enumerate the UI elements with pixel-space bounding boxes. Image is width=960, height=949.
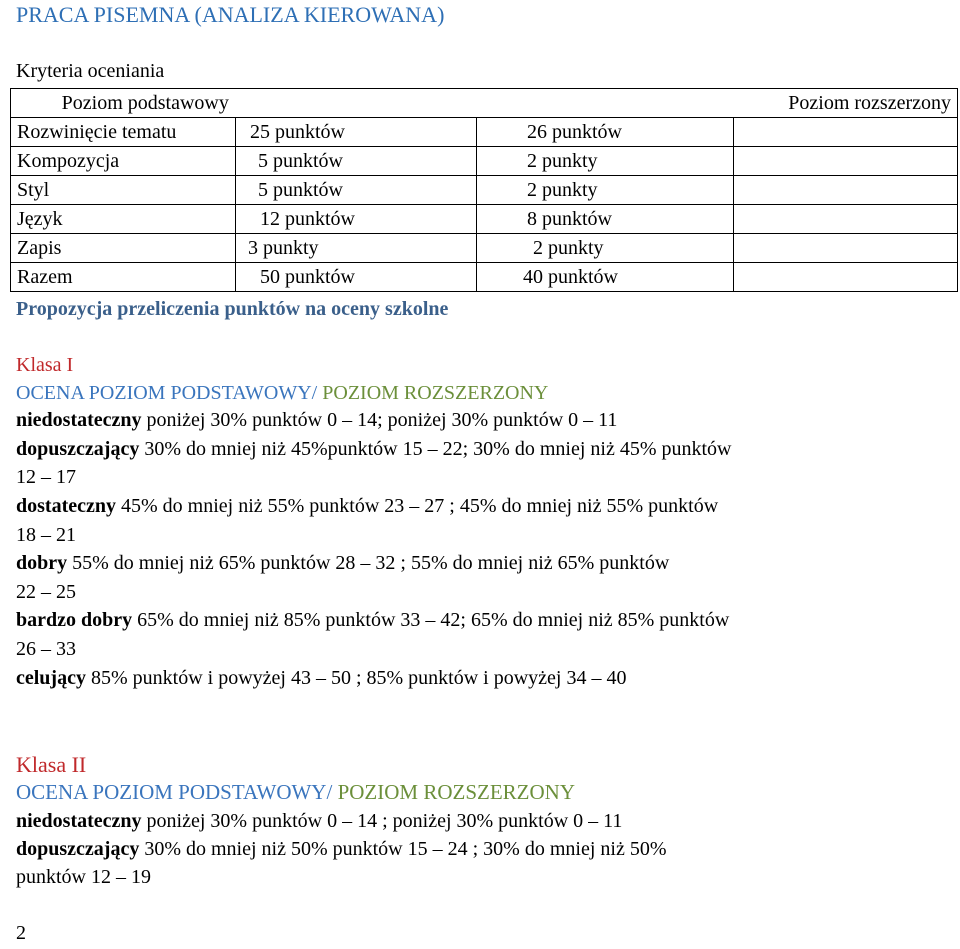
grade-line: dopuszczający 30% do mniej niż 50% punktów 15 – 24 ; 30% do mniej niż 50% xyxy=(16,838,667,860)
page-number: 2 xyxy=(16,922,26,944)
header-extended: Poziom rozszerzony xyxy=(734,89,958,118)
grade-line: dostateczny 45% do mniej niż 55% punktów 23 – 27 ; 45% do mniej niż 55% punktów xyxy=(16,495,719,517)
class2-heading: Klasa II xyxy=(16,752,87,777)
table-row: Kompozycja 5 punktów 2 punkty xyxy=(11,147,958,176)
proposal-heading: Propozycja przeliczenia punktów na oceny szkolne xyxy=(16,298,449,320)
class2-subheading: OCENA POZIOM PODSTAWOWY/ POZIOM ROZSZERZONY xyxy=(16,780,575,804)
criteria-label: Kryteria oceniania xyxy=(16,60,165,82)
grade-line: dopuszczający 30% do mniej niż 45%punktów 15 – 22; 30% do mniej niż 45% punktów xyxy=(16,438,732,460)
grade-line-cont: punktów 12 – 19 xyxy=(16,866,151,888)
grade-line: niedostateczny poniżej 30% punktów 0 – 14 ; poniżej 30% punktów 0 – 11 xyxy=(16,810,623,832)
class1-subheading: OCENA POZIOM PODSTAWOWY/ POZIOM ROZSZERZONY xyxy=(16,382,549,404)
table-row: Język 12 punktów 8 punktów xyxy=(11,205,958,234)
grade-line: celujący 85% punktów i powyżej 43 – 50 ; 85% punktów i powyżej 34 – 40 xyxy=(16,667,627,689)
criteria-table xyxy=(10,88,958,292)
header-basic: Poziom podstawowy xyxy=(61,92,229,114)
grade-line-cont: 22 – 25 xyxy=(16,581,76,603)
page-title: PRACA PISEMNA (ANALIZA KIEROWANA) xyxy=(16,2,445,27)
table-row: Zapis 3 punkty 2 punkty xyxy=(11,234,958,263)
table-row: Razem 50 punktów 40 punktów xyxy=(11,263,958,292)
table-row: Styl 5 punktów 2 punkty xyxy=(11,176,958,205)
table-header-row xyxy=(11,89,958,118)
grade-line-cont: 18 – 21 xyxy=(16,524,76,546)
class1-heading: Klasa I xyxy=(16,354,74,376)
grade-line-cont: 26 – 33 xyxy=(16,638,76,660)
grade-line: dobry 55% do mniej niż 65% punktów 28 – 32 ; 55% do mniej niż 65% punktów xyxy=(16,552,670,574)
table-row: Rozwinięcie tematu 25 punktów 26 punktów xyxy=(11,118,958,147)
grade-line: niedostateczny poniżej 30% punktów 0 – 14; poniżej 30% punktów 0 – 11 xyxy=(16,409,618,431)
grade-line-cont: 12 – 17 xyxy=(16,466,76,488)
grade-line: bardzo dobry 65% do mniej niż 85% punktów 33 – 42; 65% do mniej niż 85% punktów xyxy=(16,609,730,631)
